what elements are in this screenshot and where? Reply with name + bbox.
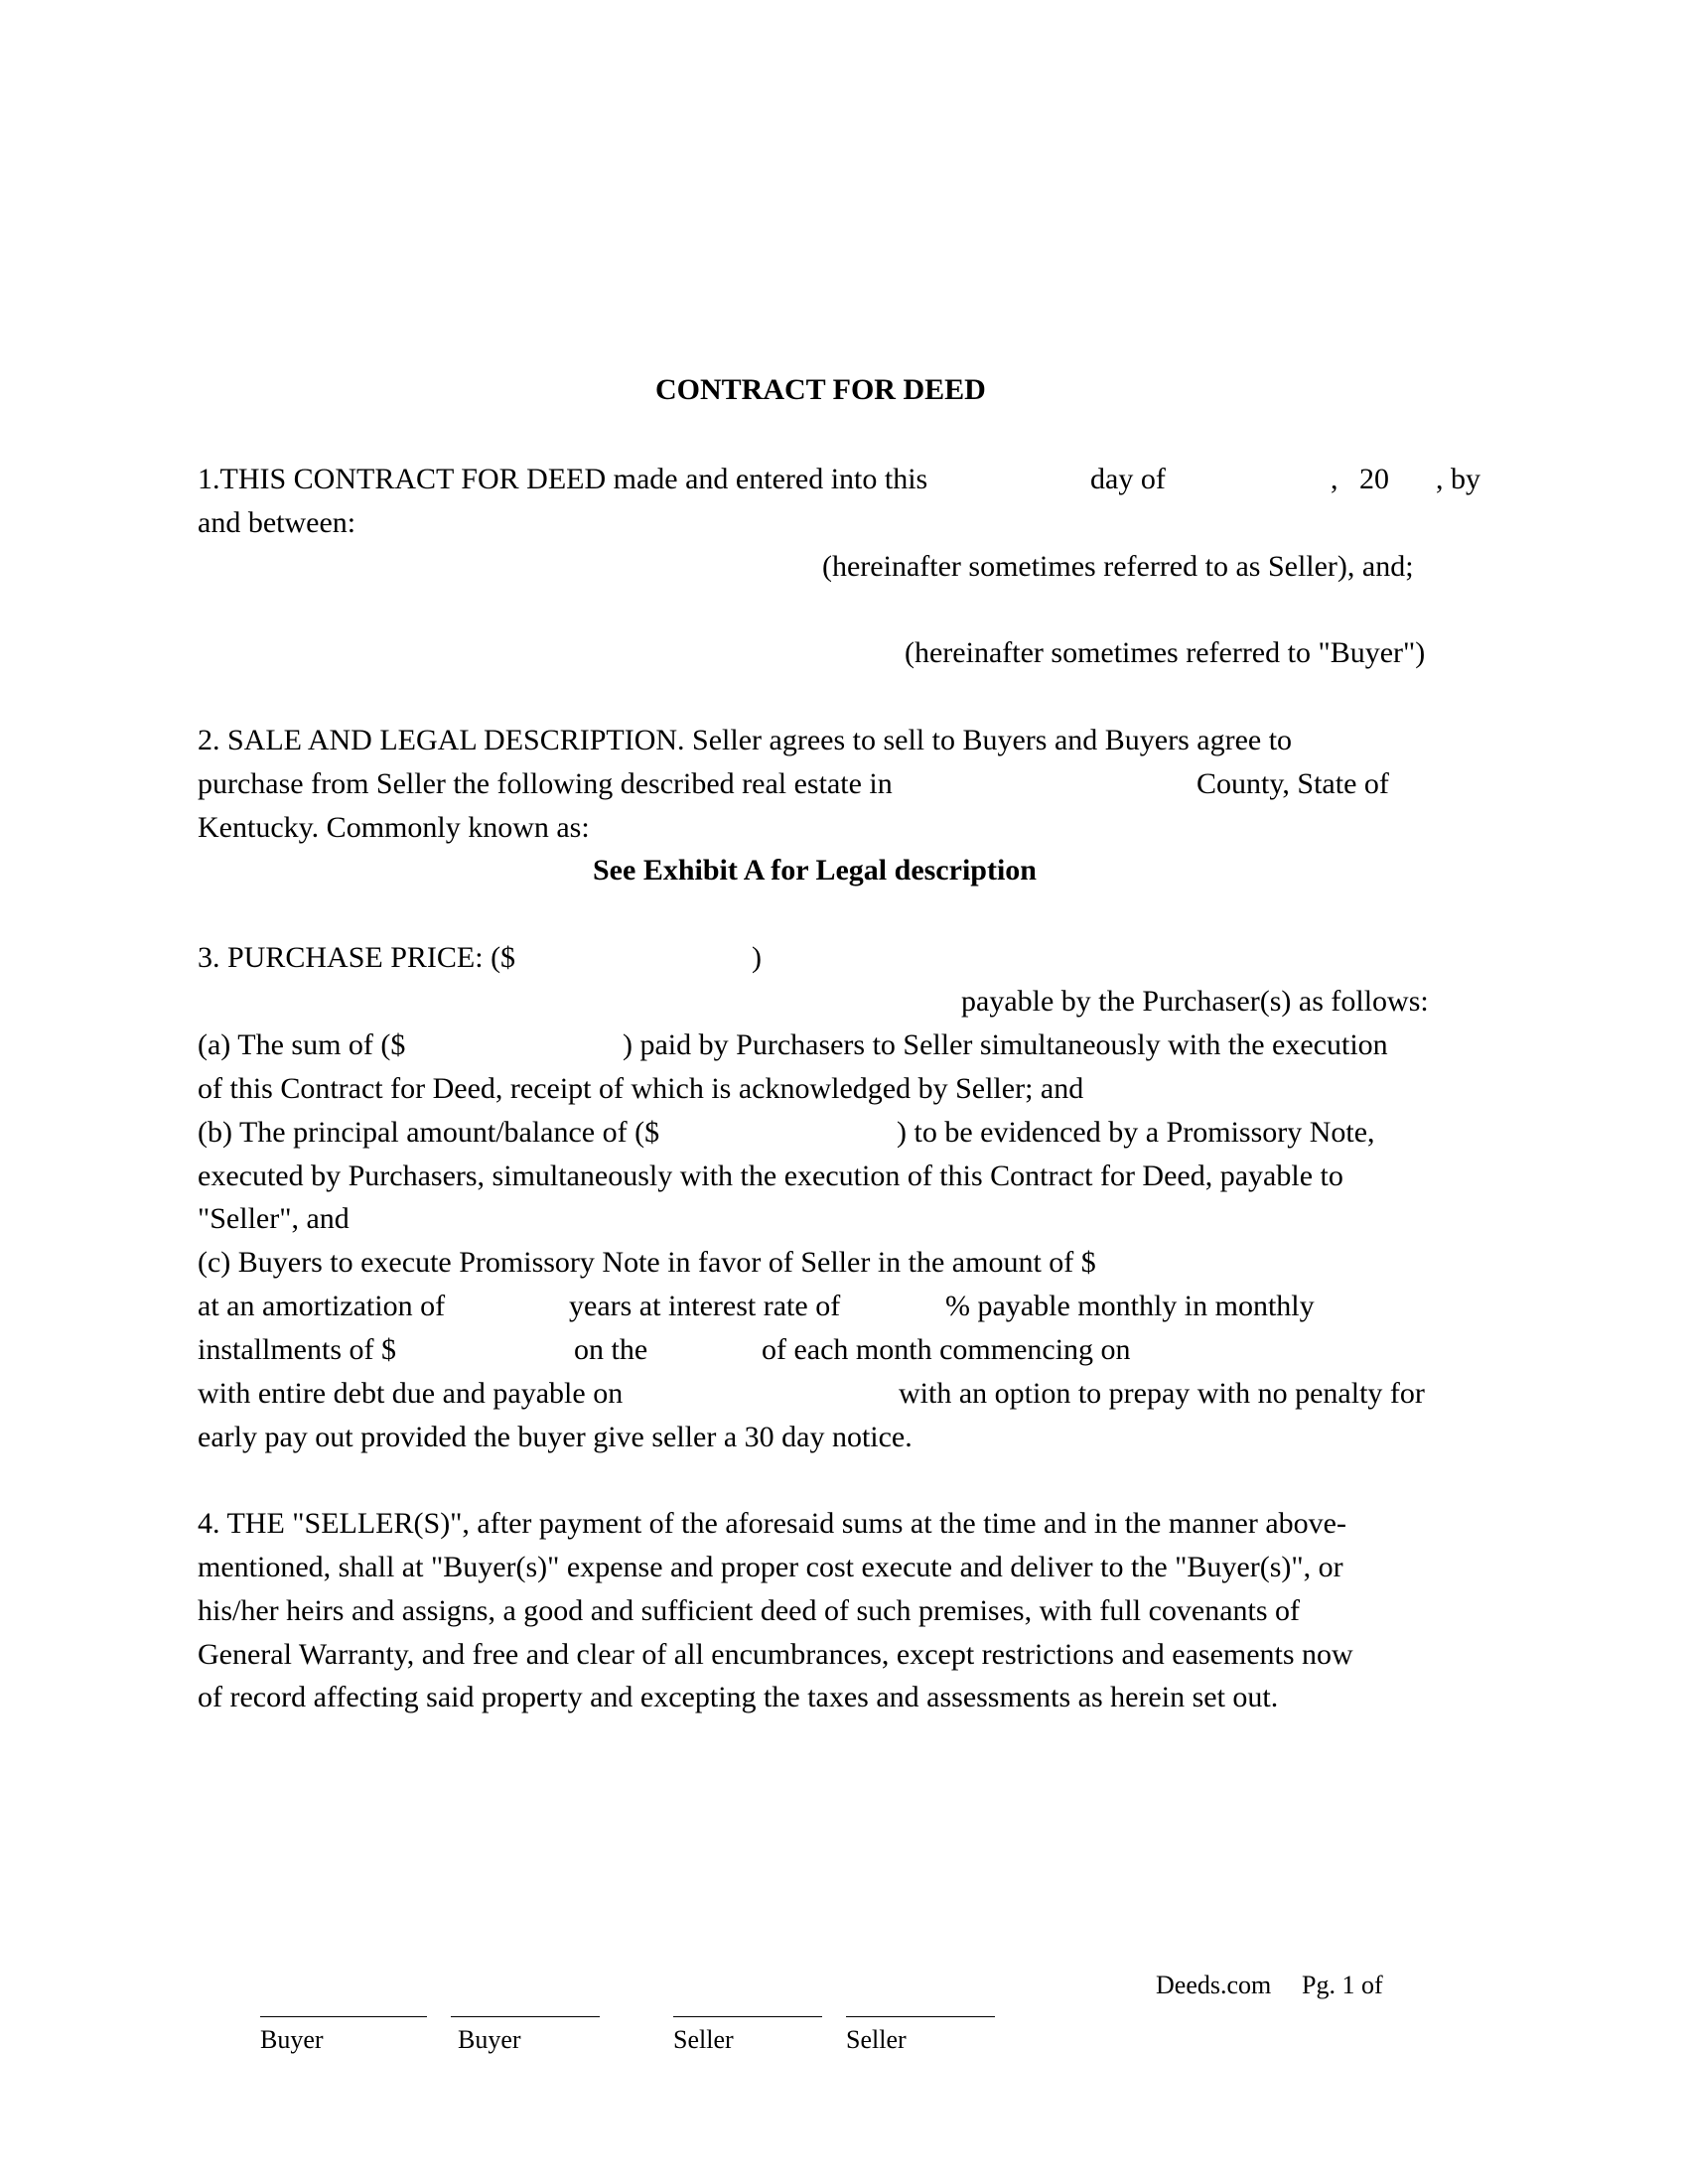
section1-by: , by bbox=[1436, 463, 1480, 495]
clause-a-line2: of this Contract for Deed, receipt of which is acknowledged by Seller; and bbox=[198, 1072, 1084, 1105]
footer-site: Deeds.com bbox=[1156, 1971, 1272, 1999]
seller-signature-label-1: Seller bbox=[673, 2025, 734, 2054]
clause-a-line1-b: ) paid by Purchasers to Seller simultaneously with the execution bbox=[623, 1028, 1388, 1061]
seller-signature-label-2: Seller bbox=[846, 2025, 907, 2054]
clause-b-line1-a: (b) The principal amount/balance of ($ bbox=[198, 1116, 660, 1149]
section1-line1-text: 1.THIS CONTRACT FOR DEED made and entered into this bbox=[198, 463, 928, 495]
seller-signature-line-2 bbox=[846, 2016, 995, 2017]
clause-c-line1: (c) Buyers to execute Promissory Note in favor of Seller in the amount of $ bbox=[198, 1246, 1096, 1279]
purchase-price-close: ) bbox=[752, 941, 762, 974]
section4-line1: 4. THE "SELLER(S)", after payment of the aforesaid sums at the time and in the manner above- bbox=[198, 1507, 1346, 1540]
clause-c-percent: % payable monthly in monthly bbox=[945, 1290, 1315, 1322]
section1-comma: , bbox=[1331, 463, 1338, 495]
section4-line3: his/her heirs and assigns, a good and sufficient deed of such premises, with full covenants of bbox=[198, 1594, 1301, 1627]
clause-c-years: years at interest rate of bbox=[569, 1290, 841, 1322]
clause-b-line2: executed by Purchasers, simultaneously with the execution of this Contract for Deed, payable to bbox=[198, 1160, 1343, 1192]
payable-by-purchaser: payable by the Purchaser(s) as follows: bbox=[961, 985, 1429, 1018]
section1-day-of: day of bbox=[1090, 463, 1166, 495]
section4-line4: General Warranty, and free and clear of all encumbrances, except restrictions and easements now bbox=[198, 1638, 1353, 1671]
section4-line5: of record affecting said property and excepting the taxes and assessments as herein set out. bbox=[198, 1681, 1279, 1713]
clause-c-prepay: with an option to prepay with no penalty for bbox=[899, 1377, 1425, 1410]
section2-line3: Kentucky. Commonly known as: bbox=[198, 811, 590, 844]
clause-c-due-date: with entire debt due and payable on bbox=[198, 1377, 624, 1410]
clause-c-installments: installments of $ bbox=[198, 1333, 396, 1366]
footer-page-number: Pg. 1 of bbox=[1302, 1971, 1383, 1999]
document-title: CONTRACT FOR DEED bbox=[655, 373, 986, 406]
clause-b-line3: "Seller", and bbox=[198, 1202, 350, 1235]
section2-line1: 2. SALE AND LEGAL DESCRIPTION. Seller agrees to sell to Buyers and Buyers agree to bbox=[198, 724, 1293, 756]
exhibit-reference: See Exhibit A for Legal description bbox=[593, 854, 1037, 887]
seller-signature-line-1 bbox=[673, 2016, 822, 2017]
section1-year-prefix: 20 bbox=[1359, 463, 1389, 495]
clause-c-amortization: at an amortization of bbox=[198, 1290, 446, 1322]
buyer-signature-line-1 bbox=[260, 2016, 427, 2017]
clause-a-line1-a: (a) The sum of ($ bbox=[198, 1028, 406, 1061]
section2-line2-a: purchase from Seller the following described real estate in bbox=[198, 767, 893, 800]
purchase-price-label: 3. PURCHASE PRICE: ($ bbox=[198, 941, 516, 974]
buyer-signature-label-1: Buyer bbox=[260, 2025, 324, 2054]
clause-c-on-the: on the bbox=[574, 1333, 648, 1366]
clause-b-line1-b: ) to be evidenced by a Promissory Note, bbox=[897, 1116, 1375, 1149]
buyer-reference: (hereinafter sometimes referred to "Buyer") bbox=[905, 636, 1426, 669]
seller-reference: (hereinafter sometimes referred to as Seller), and; bbox=[822, 550, 1414, 583]
clause-c-commencing: of each month commencing on bbox=[762, 1333, 1131, 1366]
section4-line2: mentioned, shall at "Buyer(s)" expense and proper cost execute and deliver to the "Buyer(s)", or bbox=[198, 1551, 1343, 1583]
section2-line2-b: County, State of bbox=[1196, 767, 1389, 800]
clause-c-notice: early pay out provided the buyer give seller a 30 day notice. bbox=[198, 1421, 913, 1453]
buyer-signature-label-2: Buyer bbox=[458, 2025, 521, 2054]
section1-line2: and between: bbox=[198, 506, 356, 539]
buyer-signature-line-2 bbox=[451, 2016, 600, 2017]
